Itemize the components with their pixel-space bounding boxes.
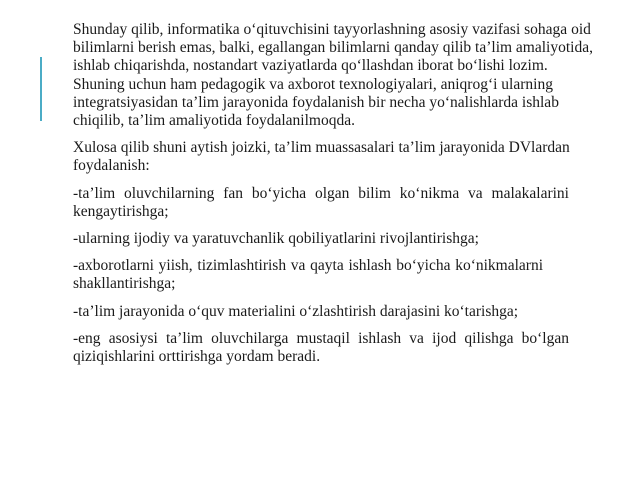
list-item: -eng asosiysi ta’lim oluvchilarga mustaqil ishlash va ijod qilishga bo‘lgan qiziqishlarini orttirishga yordam beradi. [73,329,569,366]
slide-body [73,21,593,375]
list-item: -ta’lim jarayonida o‘quv materialini o‘zlashtirish darajasini ko‘tarishga; [73,302,519,320]
list-item: -ta’lim oluvchilarning fan bo‘yicha olgan bilim ko‘nikma va malakalarini kengaytirishga; [73,184,569,220]
paragraph-intro: Shunday qilib, informatika o‘qituvchisini tayyorlashning asosiy vazifasi sohaga oid bilimlarni berish emas, balki, egallangan bilimlarni qanday qilib ta’lim amaliyotida, ishlab chiqarishda, nostandart vaziyatlarda qo‘llashdan iborat bo‘lishi lozim. Shuning uchun ham pedagogik va axborot texnologiyalari, aniqrog‘i ularning integratsiyasidan ta’lim jarayonida foydalanish bir necha yo‘nalishlarda ishlab chiqilib, ta’lim amaliyotida foydalanilmoqda. [73,21,593,130]
accent-bar [40,57,42,121]
list-item: -ularning ijodiy va yaratuvchanlik qobiliyatlarini rivojlantirishga; [73,230,479,248]
paragraph-conclusion: Xulosa qilib shuni aytish joizki, ta’lim muassasalari ta’lim jarayonida DVlardan foydalanish: [73,139,570,175]
list-item: -axborotlarni yiish, tizimlashtirish va qayta ishlash bo‘yicha ko‘nikmalarni shakllantirishga; [73,257,543,293]
